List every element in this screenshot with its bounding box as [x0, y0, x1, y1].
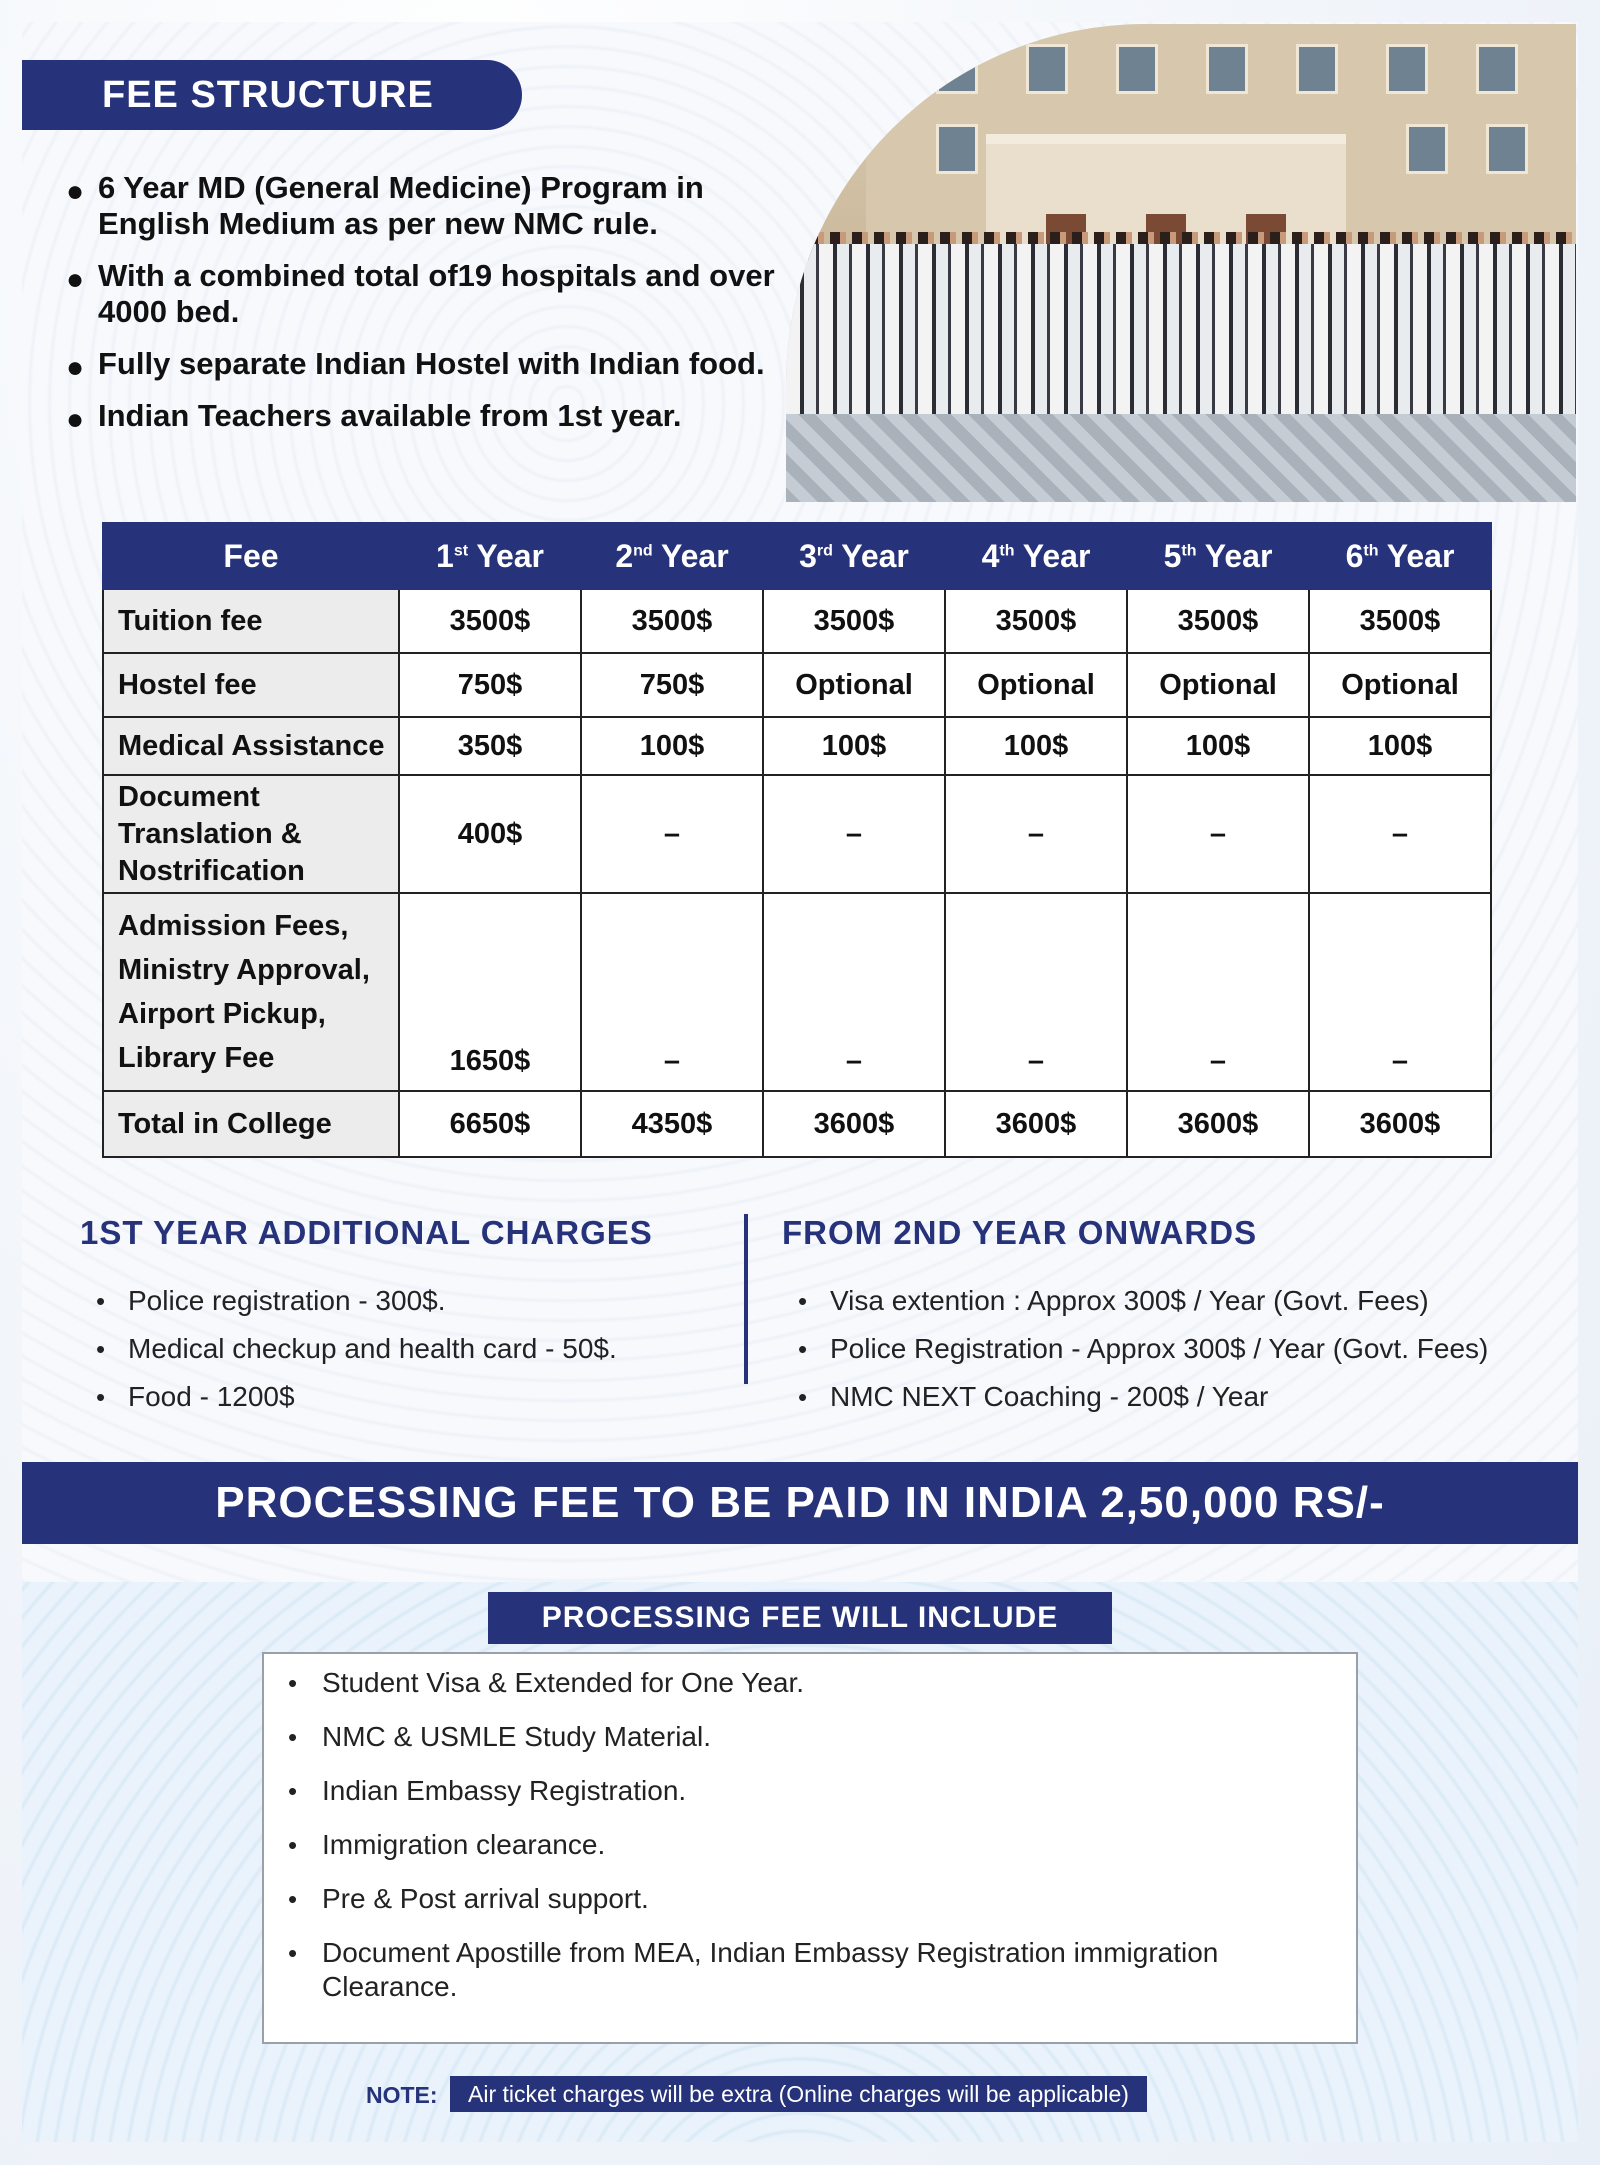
second-year-onwards-list [796, 1284, 1576, 1428]
note-text: Air ticket charges will be extra (Online charges will be applicable) [450, 2076, 1147, 2112]
row-label: Document Translation & Nostrification [103, 775, 399, 893]
bullet-icon: • [798, 1382, 808, 1412]
year-column-header: 6th Year [1309, 523, 1491, 589]
fee-cell: – [581, 893, 763, 1091]
note-label: NOTE: [366, 2082, 438, 2108]
row-label: Admission Fees, Ministry Approval, Airport Pickup, Library Fee [103, 893, 399, 1091]
fee-cell: – [581, 775, 763, 893]
first-year-charges-heading: 1ST YEAR ADDITIONAL CHARGES [80, 1214, 653, 1251]
bullet-icon: • [798, 1334, 808, 1364]
table-row [103, 893, 1491, 1091]
list-item: • Pre & Post arrival support. [288, 1883, 649, 1914]
fee-cell: 750$ [399, 653, 581, 717]
bullet-icon: ● [66, 403, 85, 436]
list-item: • Medical checkup and health card - 50$. [96, 1333, 617, 1364]
fee-cell: 400$ [399, 775, 581, 893]
list-item: • Visa extention : Approx 300$ / Year (Govt. Fees) [798, 1285, 1429, 1316]
intro-item: ● Indian Teachers available from 1st year. [66, 398, 682, 436]
list-item: • Immigration clearance. [288, 1829, 606, 1860]
fee-cell: – [763, 775, 945, 893]
fee-cell: – [945, 775, 1127, 893]
bullet-icon: ● [66, 351, 85, 384]
fee-cell: 3500$ [399, 589, 581, 653]
fee-cell: 100$ [1309, 717, 1491, 775]
row-label: Tuition fee [103, 589, 399, 653]
list-item: • Police Registration - Approx 300$ / Year (Govt. Fees) [798, 1333, 1489, 1364]
total-cell: 6650$ [399, 1091, 581, 1157]
paved-courtyard [786, 414, 1576, 502]
fee-cell: 1650$ [399, 893, 581, 1091]
row-label: Medical Assistance [103, 717, 399, 775]
bullet-icon: • [798, 1286, 808, 1316]
fee-cell: 350$ [399, 717, 581, 775]
fee-cell: 3500$ [945, 589, 1127, 653]
fee-table-header-row [103, 523, 1491, 589]
intro-item: ● 6 Year MD (General Medicine) Program in English Medium as per new NMC rule. [66, 170, 704, 241]
year-column-header: 4th Year [945, 523, 1127, 589]
processing-includes-box [262, 1652, 1358, 2044]
intro-item: ● Fully separate Indian Hostel with Indian food. [66, 346, 765, 384]
fee-cell: 3500$ [1309, 589, 1491, 653]
students-group-photo [786, 24, 1576, 502]
section-divider [744, 1214, 748, 1384]
first-year-charges-list [94, 1284, 734, 1428]
bullet-icon: • [96, 1286, 106, 1316]
fee-cell: 100$ [1127, 717, 1309, 775]
bullet-icon: • [288, 1830, 298, 1860]
row-label: Total in College [103, 1091, 399, 1157]
table-row [103, 589, 1491, 653]
year-column-header: 3rd Year [763, 523, 945, 589]
processing-includes-heading: PROCESSING FEE WILL INCLUDE [488, 1592, 1112, 1644]
fee-cell: 100$ [945, 717, 1127, 775]
fee-cell: Optional [945, 653, 1127, 717]
fee-structure-title: FEE STRUCTURE [22, 60, 522, 130]
fee-table [102, 522, 1492, 1158]
bullet-icon: • [288, 1884, 298, 1914]
list-item: • Student Visa & Extended for One Year. [288, 1667, 805, 1698]
fee-cell: 3500$ [1127, 589, 1309, 653]
list-item: • NMC NEXT Coaching - 200$ / Year [798, 1381, 1269, 1412]
fee-cell: Optional [1309, 653, 1491, 717]
list-item: • Document Apostille from MEA, Indian Embassy Registration immigration Clearance. [288, 1937, 1219, 2002]
fee-cell: – [1309, 775, 1491, 893]
year-column-header: 2nd Year [581, 523, 763, 589]
total-cell: 4350$ [581, 1091, 763, 1157]
total-cell: 3600$ [1127, 1091, 1309, 1157]
table-row [103, 775, 1491, 893]
fee-cell: Optional [1127, 653, 1309, 717]
bullet-icon: • [288, 1722, 298, 1752]
fee-cell: – [945, 893, 1127, 1091]
second-year-onwards-heading: FROM 2ND YEAR ONWARDS [782, 1214, 1258, 1251]
year-column-header: 1st Year [399, 523, 581, 589]
fee-cell: 100$ [763, 717, 945, 775]
processing-fee-banner: PROCESSING FEE TO BE PAID IN INDIA 2,50,000 RS/- [22, 1462, 1578, 1544]
table-row [103, 653, 1491, 717]
list-item: • Police registration - 300$. [96, 1285, 446, 1316]
fee-column-header: Fee [103, 523, 399, 589]
year-column-header: 5th Year [1127, 523, 1309, 589]
fee-cell: 100$ [581, 717, 763, 775]
fee-cell: – [1127, 893, 1309, 1091]
fee-cell: 3500$ [581, 589, 763, 653]
fee-cell: 750$ [581, 653, 763, 717]
intro-list [62, 170, 822, 450]
bullet-icon: • [96, 1334, 106, 1364]
list-item: • Food - 1200$ [96, 1381, 295, 1412]
content-area [22, 22, 1578, 2142]
bullet-icon: • [288, 1938, 298, 1968]
fee-cell: – [763, 893, 945, 1091]
total-cell: 3600$ [1309, 1091, 1491, 1157]
bullet-icon: • [288, 1776, 298, 1806]
total-cell: 3600$ [945, 1091, 1127, 1157]
bullet-icon: ● [66, 175, 85, 208]
total-cell: 3600$ [763, 1091, 945, 1157]
row-label: Hostel fee [103, 653, 399, 717]
bullet-icon: • [96, 1382, 106, 1412]
fee-cell: Optional [763, 653, 945, 717]
intro-item: ● With a combined total of19 hospitals and over 4000 bed. [66, 258, 775, 329]
list-item: • NMC & USMLE Study Material. [288, 1721, 711, 1752]
total-row [103, 1091, 1491, 1157]
bullet-icon: ● [66, 263, 85, 296]
bullet-icon: • [288, 1668, 298, 1698]
processing-includes-list [282, 1666, 1332, 2024]
fee-cell: – [1127, 775, 1309, 893]
fee-cell: – [1309, 893, 1491, 1091]
table-row [103, 717, 1491, 775]
fee-cell: 3500$ [763, 589, 945, 653]
students-in-white-coats [786, 244, 1576, 414]
list-item: • Indian Embassy Registration. [288, 1775, 687, 1806]
